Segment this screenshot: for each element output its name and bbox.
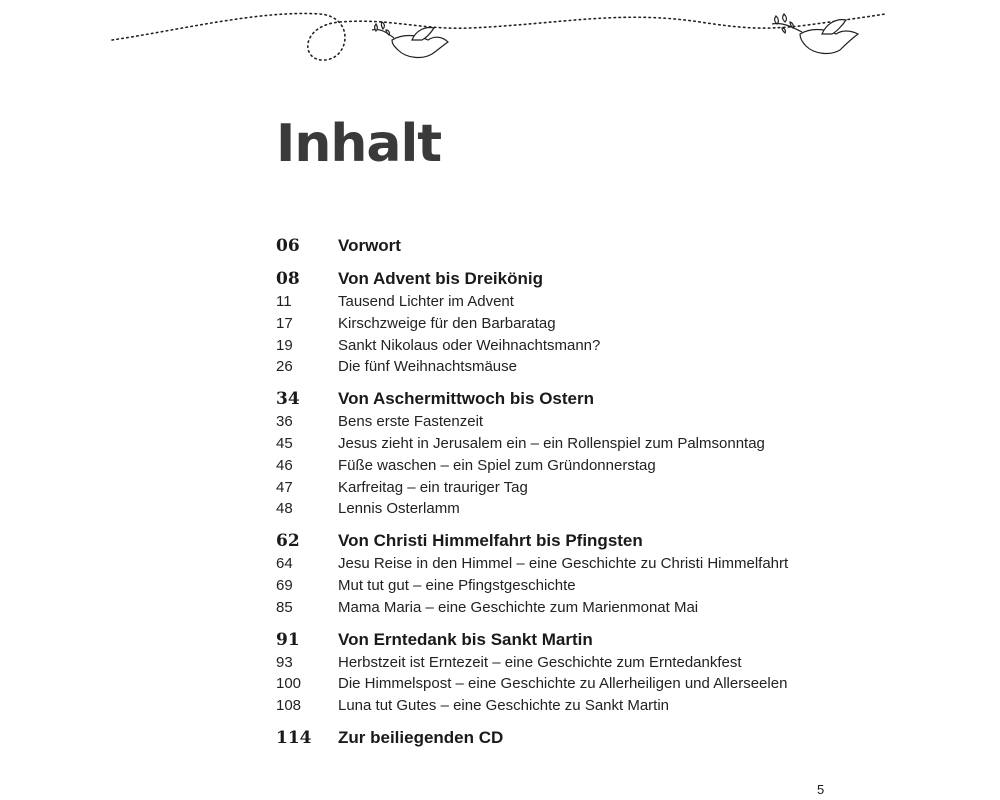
toc-entry: [276, 599, 876, 621]
toc-entry-page-number: 47: [276, 478, 293, 496]
toc-section-page-number: 08: [276, 269, 300, 289]
toc-entry-title: Mut tut gut – eine Pfingstgeschichte: [338, 576, 576, 594]
toc-entry: [276, 697, 876, 719]
toc-entry-page-number: 19: [276, 336, 293, 354]
toc-entry: [276, 457, 876, 479]
toc-section-page-number: 62: [276, 531, 300, 552]
toc-entry: [276, 337, 876, 359]
toc-entry-title: Lennis Osterlamm: [338, 500, 460, 518]
table-of-contents: [276, 236, 876, 761]
toc-section-page-number: 114: [276, 727, 312, 748]
toc-entry-page-number: 17: [276, 314, 293, 332]
toc-section-title: Vorwort: [338, 236, 401, 255]
toc-entry: [276, 479, 876, 501]
toc-entry: [276, 293, 876, 315]
page-title: Inhalt: [276, 114, 442, 174]
page-number: 5: [817, 782, 825, 797]
toc-entry-title: Kirschzweige für den Barbaratag: [338, 314, 556, 332]
toc-section-heading: [276, 728, 876, 752]
toc-entry-title: Karfreitag – ein trauriger Tag: [338, 478, 528, 496]
toc-entry-title: Die fünf Weihnachtsmäuse: [338, 358, 517, 376]
toc-entry-page-number: 108: [276, 697, 302, 715]
toc-section-page-number: 34: [276, 389, 300, 410]
toc-entry: [276, 654, 876, 676]
toc-section: [276, 728, 876, 752]
toc-entry-page-number: 26: [276, 358, 293, 376]
toc-entry-title: Füße waschen – ein Spiel zum Gründonnerstag: [338, 456, 656, 474]
toc-entry-title: Mama Maria – eine Geschichte zum Marienmonat Mai: [338, 598, 699, 616]
toc-entry: [276, 435, 876, 457]
toc-entry-page-number: 85: [276, 598, 293, 616]
toc-section-title: Von Christi Himmelfahrt bis Pfingsten: [338, 531, 643, 551]
toc-entry-page-number: 69: [276, 576, 293, 594]
toc-section-page-number: 91: [276, 629, 300, 650]
toc-entry: [276, 315, 876, 337]
toc-entry: [276, 358, 876, 380]
toc-section: [276, 269, 876, 380]
toc-entry: [276, 500, 876, 522]
toc-section-title: Von Aschermittwoch bis Ostern: [338, 389, 594, 409]
toc-section-heading: [276, 236, 876, 260]
toc-entry: [276, 577, 876, 599]
toc-section-title: Von Advent bis Dreikönig: [338, 269, 543, 288]
dotted-flight-path: [112, 13, 885, 60]
toc-entry-title: Jesu Reise in den Himmel – eine Geschichte zu Christi Himmelfahrt: [338, 555, 789, 573]
toc-entry-page-number: 64: [276, 555, 293, 573]
toc-section-heading: [276, 531, 876, 555]
toc-section-title: Von Erntedank bis Sankt Martin: [338, 629, 593, 649]
toc-section: [276, 630, 876, 719]
toc-section-heading: [276, 630, 876, 654]
dove-icon: [772, 14, 858, 53]
toc-entry-title: Die Himmelspost – eine Geschichte zu Allerheiligen und Allerseelen: [338, 675, 788, 693]
toc-entry-page-number: 46: [276, 456, 293, 474]
toc-entry-title: Herbstzeit ist Erntezeit – eine Geschichte zum Erntedankfest: [338, 653, 742, 671]
toc-section-page-number: 06: [276, 236, 300, 256]
toc-entry: [276, 555, 876, 577]
toc-section-heading: [276, 389, 876, 413]
toc-entry-title: Bens erste Fastenzeit: [338, 413, 484, 431]
toc-section: [276, 236, 876, 260]
toc-entry-page-number: 48: [276, 500, 293, 518]
toc-entry-title: Luna tut Gutes – eine Geschichte zu Sankt Martin: [338, 697, 670, 715]
toc-section-heading: [276, 269, 876, 293]
toc-entry-title: Sankt Nikolaus oder Weihnachtsmann?: [338, 336, 601, 354]
toc-section: [276, 531, 876, 620]
toc-entry-title: Jesus zieht in Jerusalem ein – ein Rollenspiel zum Palmsonntag: [338, 434, 765, 452]
toc-entry-page-number: 36: [276, 413, 293, 431]
toc-entry-page-number: 100: [276, 675, 302, 693]
toc-section-title: Zur beiliegenden CD: [338, 727, 504, 747]
header-decoration: [0, 0, 1000, 80]
toc-entry-page-number: 93: [276, 653, 293, 671]
toc-entry-title: Tausend Lichter im Advent: [338, 293, 514, 310]
toc-entry: [276, 675, 876, 697]
toc-entry-page-number: 45: [276, 434, 293, 452]
toc-entry-page-number: 11: [276, 293, 292, 310]
toc-entry: [276, 413, 876, 435]
toc-section: [276, 389, 876, 522]
